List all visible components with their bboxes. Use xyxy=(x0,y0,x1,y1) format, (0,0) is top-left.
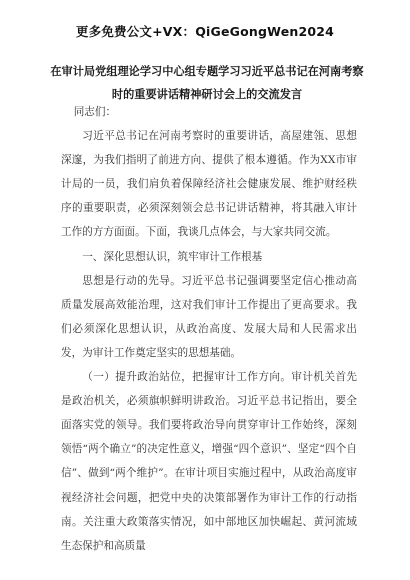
paragraph: 思想是行动的先导。习近平总书记强调要坚定信心推动高质量发展高效能治理，这对我们审计工作提出了更高要求。我们必须深化思想认识，从政治高度、发展大局和人民需求出发，为审计工作奠定坚实的思想基础。 xyxy=(61,274,357,359)
paragraph: （一）提升政治站位，把握审计工作方向。审计机关首先是政治机关，必须旗帜鲜明讲政治。习近平总书记指出，要全面落实党的领导。我们要将政治导向贯穿审计工作始终，深刻领悟“两个确立”的决定性意义，增强“四个意识”、坚定“四个自信”、做到“两个维护”。在审计项目实施过程中，从政治高度审视经济社会问题，把党中央的决策部署作为审计工作的行动指南。关注重大政策落实情况，如中部地区加快崛起、黄河流域生态保护和高质量 xyxy=(61,371,357,552)
section-heading: 一、深化思想认识，筑牢审计工作根基 xyxy=(82,250,263,263)
document-body xyxy=(61,100,357,558)
document-title: 在审计局党组理论学习中心组专题学习习近平总书记在河南考察时的重要讲话精神研讨会上的交流发言 xyxy=(50,65,364,101)
paragraph: 习近平总书记在河南考察时的重要讲话，高屋建瓴、思想深邃，为我们指明了前进方向、提供了根本遵循。作为XX市审计局的一员，我们肩负着保障经济社会健康发展、维护财经秩序的重要职责，必须深刻领会总书记讲话精神，将其融入审计工作的方方面面。下面，我谈几点体会，与大家共同交流。 xyxy=(61,130,357,239)
salutation: 同志们： xyxy=(73,106,117,118)
header-watermark: 更多免费公文+VX：QiGeGongWen2024 xyxy=(75,24,335,39)
